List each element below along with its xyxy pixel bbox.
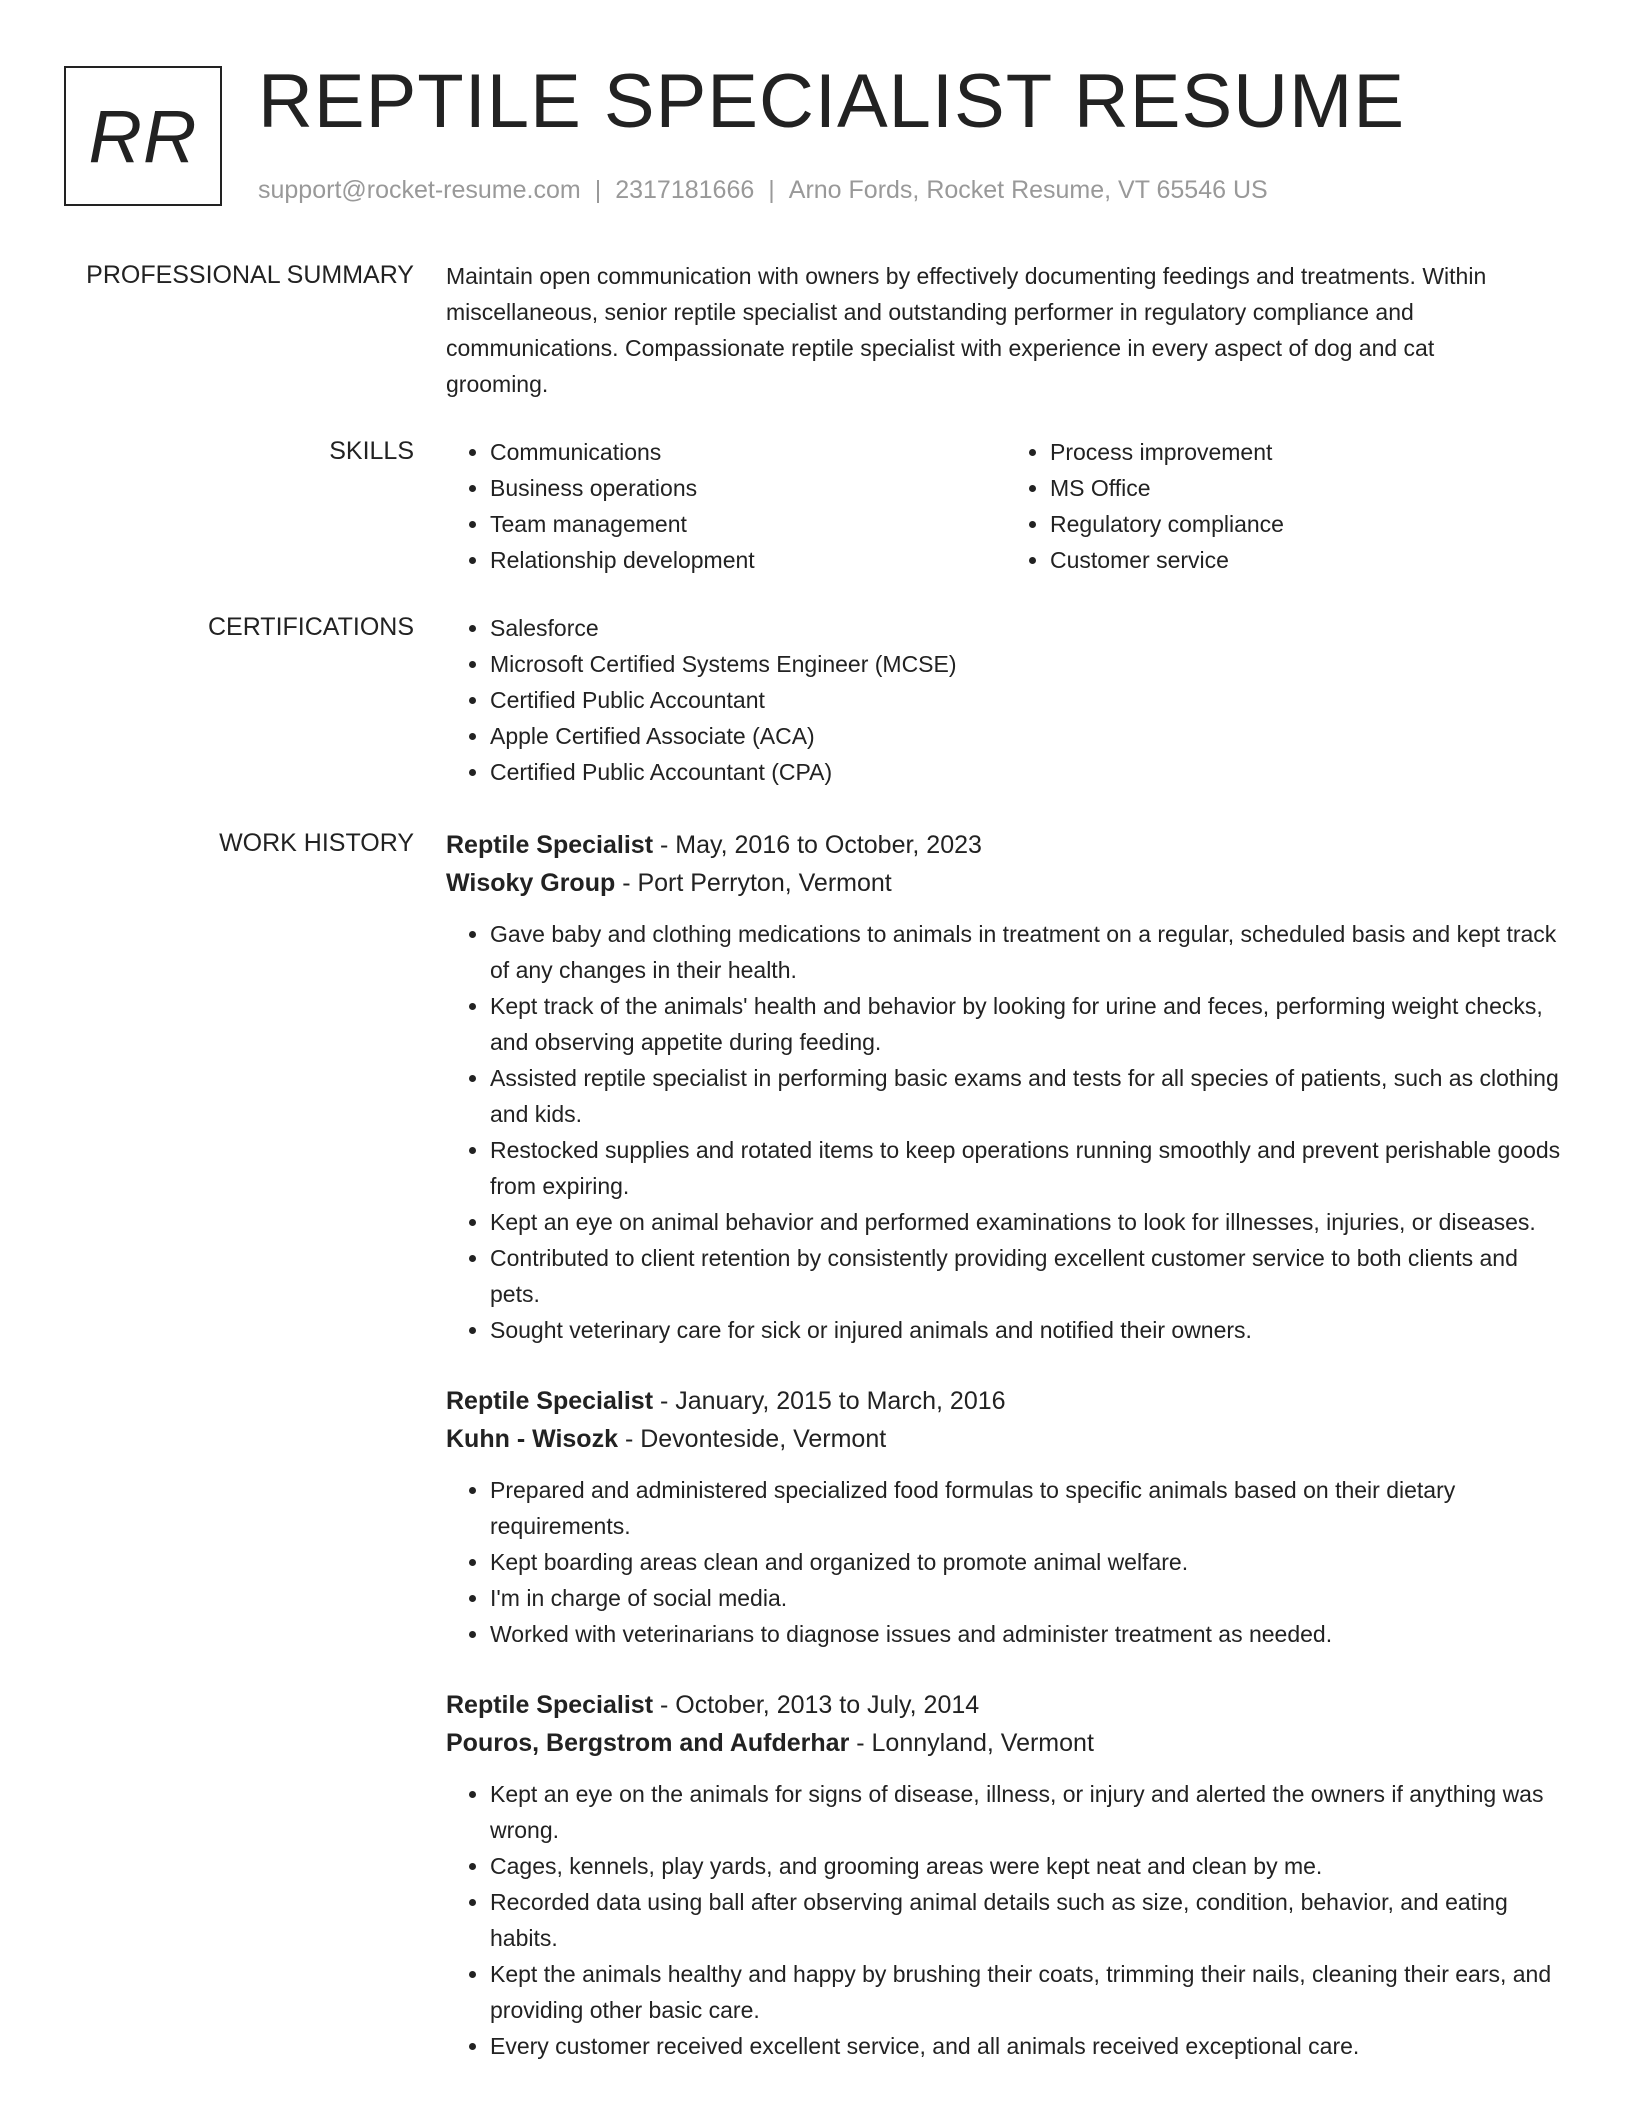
skill-item: • Regulatory compliance — [1050, 506, 1566, 542]
job-dates: - October, 2013 to July, 2014 — [653, 1691, 980, 1719]
job-company-line — [446, 1724, 1566, 1762]
job-entry — [446, 1382, 1566, 1652]
contact-separator: | — [768, 176, 775, 204]
job-company: Kuhn - Wisozk — [446, 1425, 618, 1453]
certification-item: • Certified Public Accountant — [490, 682, 1566, 718]
skill-item: • Process improvement — [1050, 434, 1566, 470]
job-bullet: • Kept an eye on animal behavior and performed examinations to look for illnesses, injuries, or diseases. — [490, 1204, 1566, 1240]
job-company-line — [446, 864, 1566, 902]
job-entry — [446, 1686, 1566, 2064]
certification-item: • Apple Certified Associate (ACA) — [490, 718, 1566, 754]
job-bullet: • Kept an eye on the animals for signs of disease, illness, or injury and alerted the owners if anything was wrong. — [490, 1776, 1566, 1848]
skill-item: • Business operations — [490, 470, 1006, 506]
skill-item: • Relationship development — [490, 542, 1006, 578]
job-title-line — [446, 1686, 1566, 1724]
job-bullet: • I'm in charge of social media. — [490, 1580, 1566, 1616]
summary-label: PROFESSIONAL SUMMARY — [86, 261, 414, 289]
job-entry — [446, 826, 1566, 1348]
summary-text: Maintain open communication with owners by effectively documenting feedings and treatments. Within miscellaneous, senior reptile specialist and outstanding performer in regulatory compliance and communications. Compassionate reptile specialist with experience in every aspect of dog and cat grooming. — [446, 263, 1487, 397]
job-bullet: • Recorded data using ball after observing animal details such as size, condition, behavior, and eating habits. — [490, 1884, 1566, 1956]
job-bullet: • Kept the animals healthy and happy by brushing their coats, trimming their nails, cleaning their ears, and providing other basic care. — [490, 1956, 1566, 2028]
job-dates: - January, 2015 to March, 2016 — [653, 1387, 1006, 1415]
job-dates: - May, 2016 to October, 2023 — [653, 831, 982, 859]
job-company-line — [446, 1420, 1566, 1458]
job-bullet: • Kept boarding areas clean and organized to promote animal welfare. — [490, 1544, 1566, 1580]
job-bullet: • Sought veterinary care for sick or injured animals and notified their owners. — [490, 1312, 1566, 1348]
job-location: - Devonteside, Vermont — [618, 1425, 887, 1453]
certification-item: • Microsoft Certified Systems Engineer (MCSE) — [490, 646, 1566, 682]
resume-title: REPTILE SPECIALIST RESUME — [258, 59, 1406, 144]
job-company: Wisoky Group — [446, 869, 616, 897]
skill-item: • Customer service — [1050, 542, 1566, 578]
contact-separator: | — [594, 176, 602, 204]
contact-email[interactable]: support@rocket-resume.com — [258, 176, 581, 204]
monogram-logo: RR — [64, 66, 222, 206]
job-bullet: • Cages, kennels, play yards, and grooming areas were kept neat and clean by me. — [490, 1848, 1566, 1884]
job-title-line — [446, 1382, 1566, 1420]
skills-list-col1 — [446, 434, 1006, 578]
job-bullet: • Kept track of the animals' health and behavior by looking for urine and feces, performing weight checks, and observing appetite during feeding. — [490, 988, 1566, 1060]
job-company: Pouros, Bergstrom and Aufderhar — [446, 1729, 850, 1757]
contact-line — [258, 174, 1268, 206]
job-location: - Port Perryton, Vermont — [615, 869, 892, 897]
skill-item: • Team management — [490, 506, 1006, 542]
job-title-line — [446, 826, 1566, 864]
job-bullet: • Contributed to client retention by consistently providing excellent customer service to both clients and pets. — [490, 1240, 1566, 1312]
certifications-body — [446, 610, 1566, 790]
skills-grid — [446, 434, 1566, 578]
summary-body — [446, 258, 1536, 402]
job-location: - Lonnyland, Vermont — [849, 1729, 1094, 1757]
job-bullet: • Assisted reptile specialist in performing basic exams and tests for all species of patients, such as clothing and kids. — [490, 1060, 1566, 1132]
work-history-label: WORK HISTORY — [219, 829, 414, 857]
certifications-list — [446, 610, 1566, 790]
job-title: Reptile Specialist — [446, 1387, 654, 1415]
contact-address: Arno Fords, Rocket Resume, VT 65546 US — [788, 176, 1268, 204]
job-bullet: • Every customer received excellent service, and all animals received exceptional care. — [490, 2028, 1566, 2064]
certifications-label: CERTIFICATIONS — [207, 613, 414, 641]
job-bullet: • Restocked supplies and rotated items to keep operations running smoothly and prevent perishable goods from expiring. — [490, 1132, 1566, 1204]
certification-item: • Salesforce — [490, 610, 1566, 646]
job-bullet: • Worked with veterinarians to diagnose issues and administer treatment as needed. — [490, 1616, 1566, 1652]
skills-label: SKILLS — [329, 437, 414, 465]
work-history-body — [446, 826, 1566, 2098]
job-bullets — [446, 1472, 1566, 1652]
skills-list-col2 — [1006, 434, 1566, 578]
certification-item: • Certified Public Accountant (CPA) — [490, 754, 1566, 790]
job-title: Reptile Specialist — [446, 831, 654, 859]
job-bullet: • Prepared and administered specialized food formulas to specific animals based on their dietary requirements. — [490, 1472, 1566, 1544]
job-bullet: • Gave baby and clothing medications to animals in treatment on a regular, scheduled basis and kept track of any changes in their health. — [490, 916, 1566, 988]
skills-body — [446, 434, 1566, 578]
skill-item: • MS Office — [1050, 470, 1566, 506]
job-title: Reptile Specialist — [446, 1691, 654, 1719]
job-bullets — [446, 1776, 1566, 2064]
contact-phone[interactable]: 2317181666 — [615, 176, 755, 204]
skill-item: • Communications — [490, 434, 1006, 470]
job-bullets — [446, 916, 1566, 1348]
